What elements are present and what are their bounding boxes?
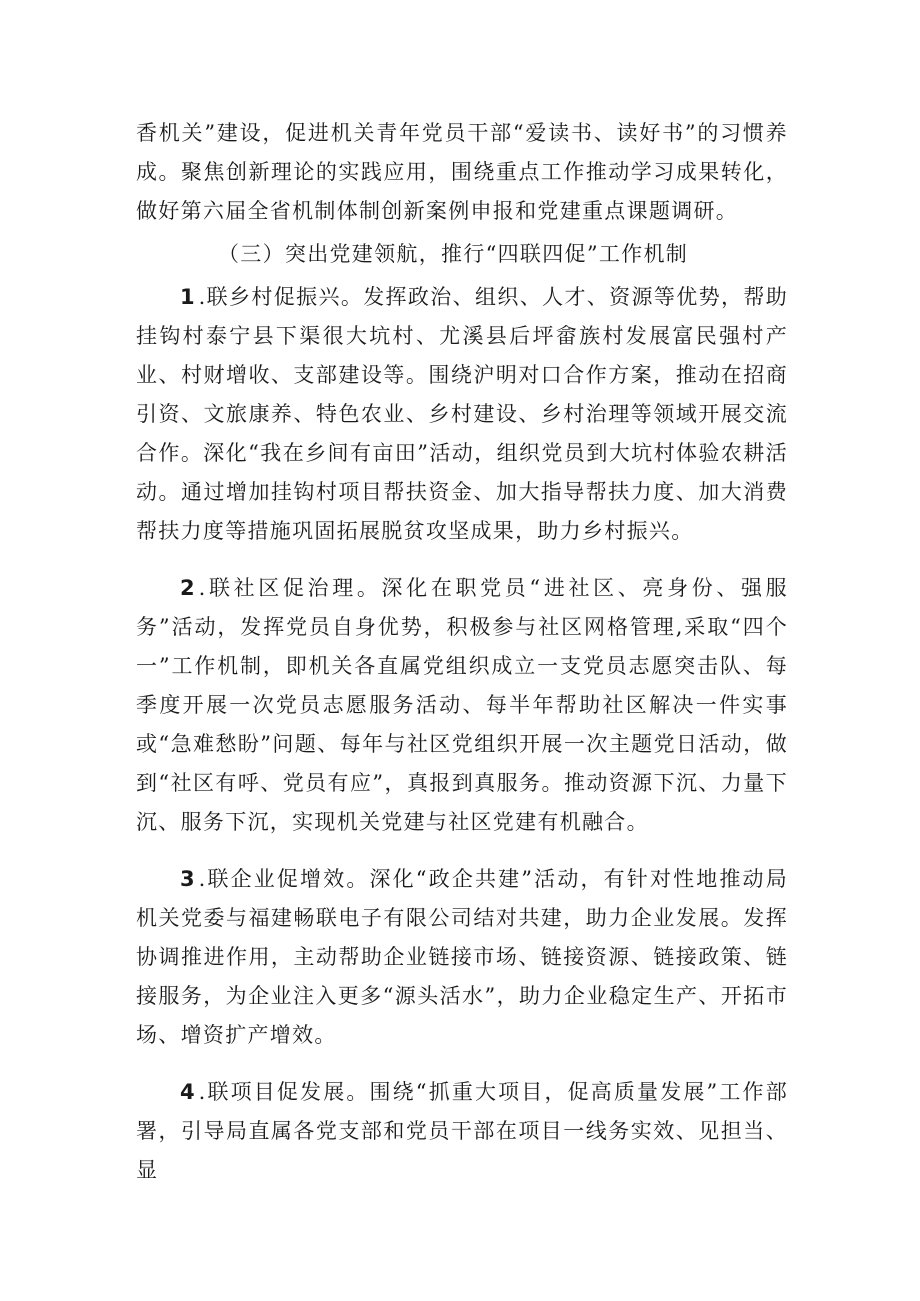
item-1-text: .联乡村促振兴。发挥政治、组织、人才、资源等优势，帮助挂钩村泰宁县下渠很大坑村、尤溪县后坪畲族村发展富民强村产业、村财增收、支部建设等。围绕沪明对口合作方案，推动在招商引资、文旅康养、特色农业、乡村建设、乡村治理等领域开展交流合作。深化“我在乡间有亩田”活动，组织党员到大坑村体验农耕活动。通过增加挂钩村项目帮扶资金、加大指导帮扶力度、加大消费帮扶力度等措施巩固拓展脱贫攻坚成果，助力乡村振兴。 <box>136 285 788 543</box>
item-4-number: 4 <box>180 1080 195 1104</box>
item-3-text: .联企业促增效。深化“政企共建”活动，有针对性地推动局机关党委与福建畅联电子有限公司结对共建，助力企业发展。发挥协调推进作用，主动帮助企业链接市场、链接资源、链接政策、链接服务，为企业注入更多“源头活水”，助力企业稳定生产、开拓市场、增资扩产增效。 <box>136 867 788 1047</box>
item-2-paragraph <box>136 569 788 842</box>
section-heading: （三）突出党建领航，推行“四联四促”工作机制 <box>218 242 689 266</box>
document-body <box>136 114 788 1190</box>
item-1-paragraph <box>136 278 788 551</box>
item-2-number: 2 <box>180 576 195 600</box>
item-1-number: 1 <box>180 285 195 309</box>
item-3-number: 3 <box>180 867 195 891</box>
item-3-paragraph <box>136 860 788 1055</box>
paragraph-continued: 香机关”建设，促进机关青年党员干部“爱读书、读好书”的习惯养成。聚焦创新理论的实践应用，围绕重点工作推动学习成果转化，做好第六届全省机制体制创新案例申报和党建重点课题调研。 <box>136 121 788 223</box>
item-4-paragraph <box>136 1073 788 1190</box>
item-4-text: .联项目促发展。围绕“抓重大项目，促高质量发展”工作部署，引导局直属各党支部和党员干部在项目一线务实效、见担当、显 <box>136 1080 788 1182</box>
item-2-text: .联社区促治理。深化在职党员“进社区、亮身份、强服务”活动，发挥党员自身优势，积极参与社区网格管理,采取“四个一”工作机制，即机关各直属党组织成立一支党员志愿突击队、每季度开展一次党员志愿服务活动、每半年帮助社区解决一件实事或“急难愁盼”问题、每年与社区党组织开展一次主题党日活动，做到“社区有呼、党员有应”，真报到真服务。推动资源下沉、力量下沉、服务下沉，实现机关党建与社区党建有机融合。 <box>136 576 788 834</box>
